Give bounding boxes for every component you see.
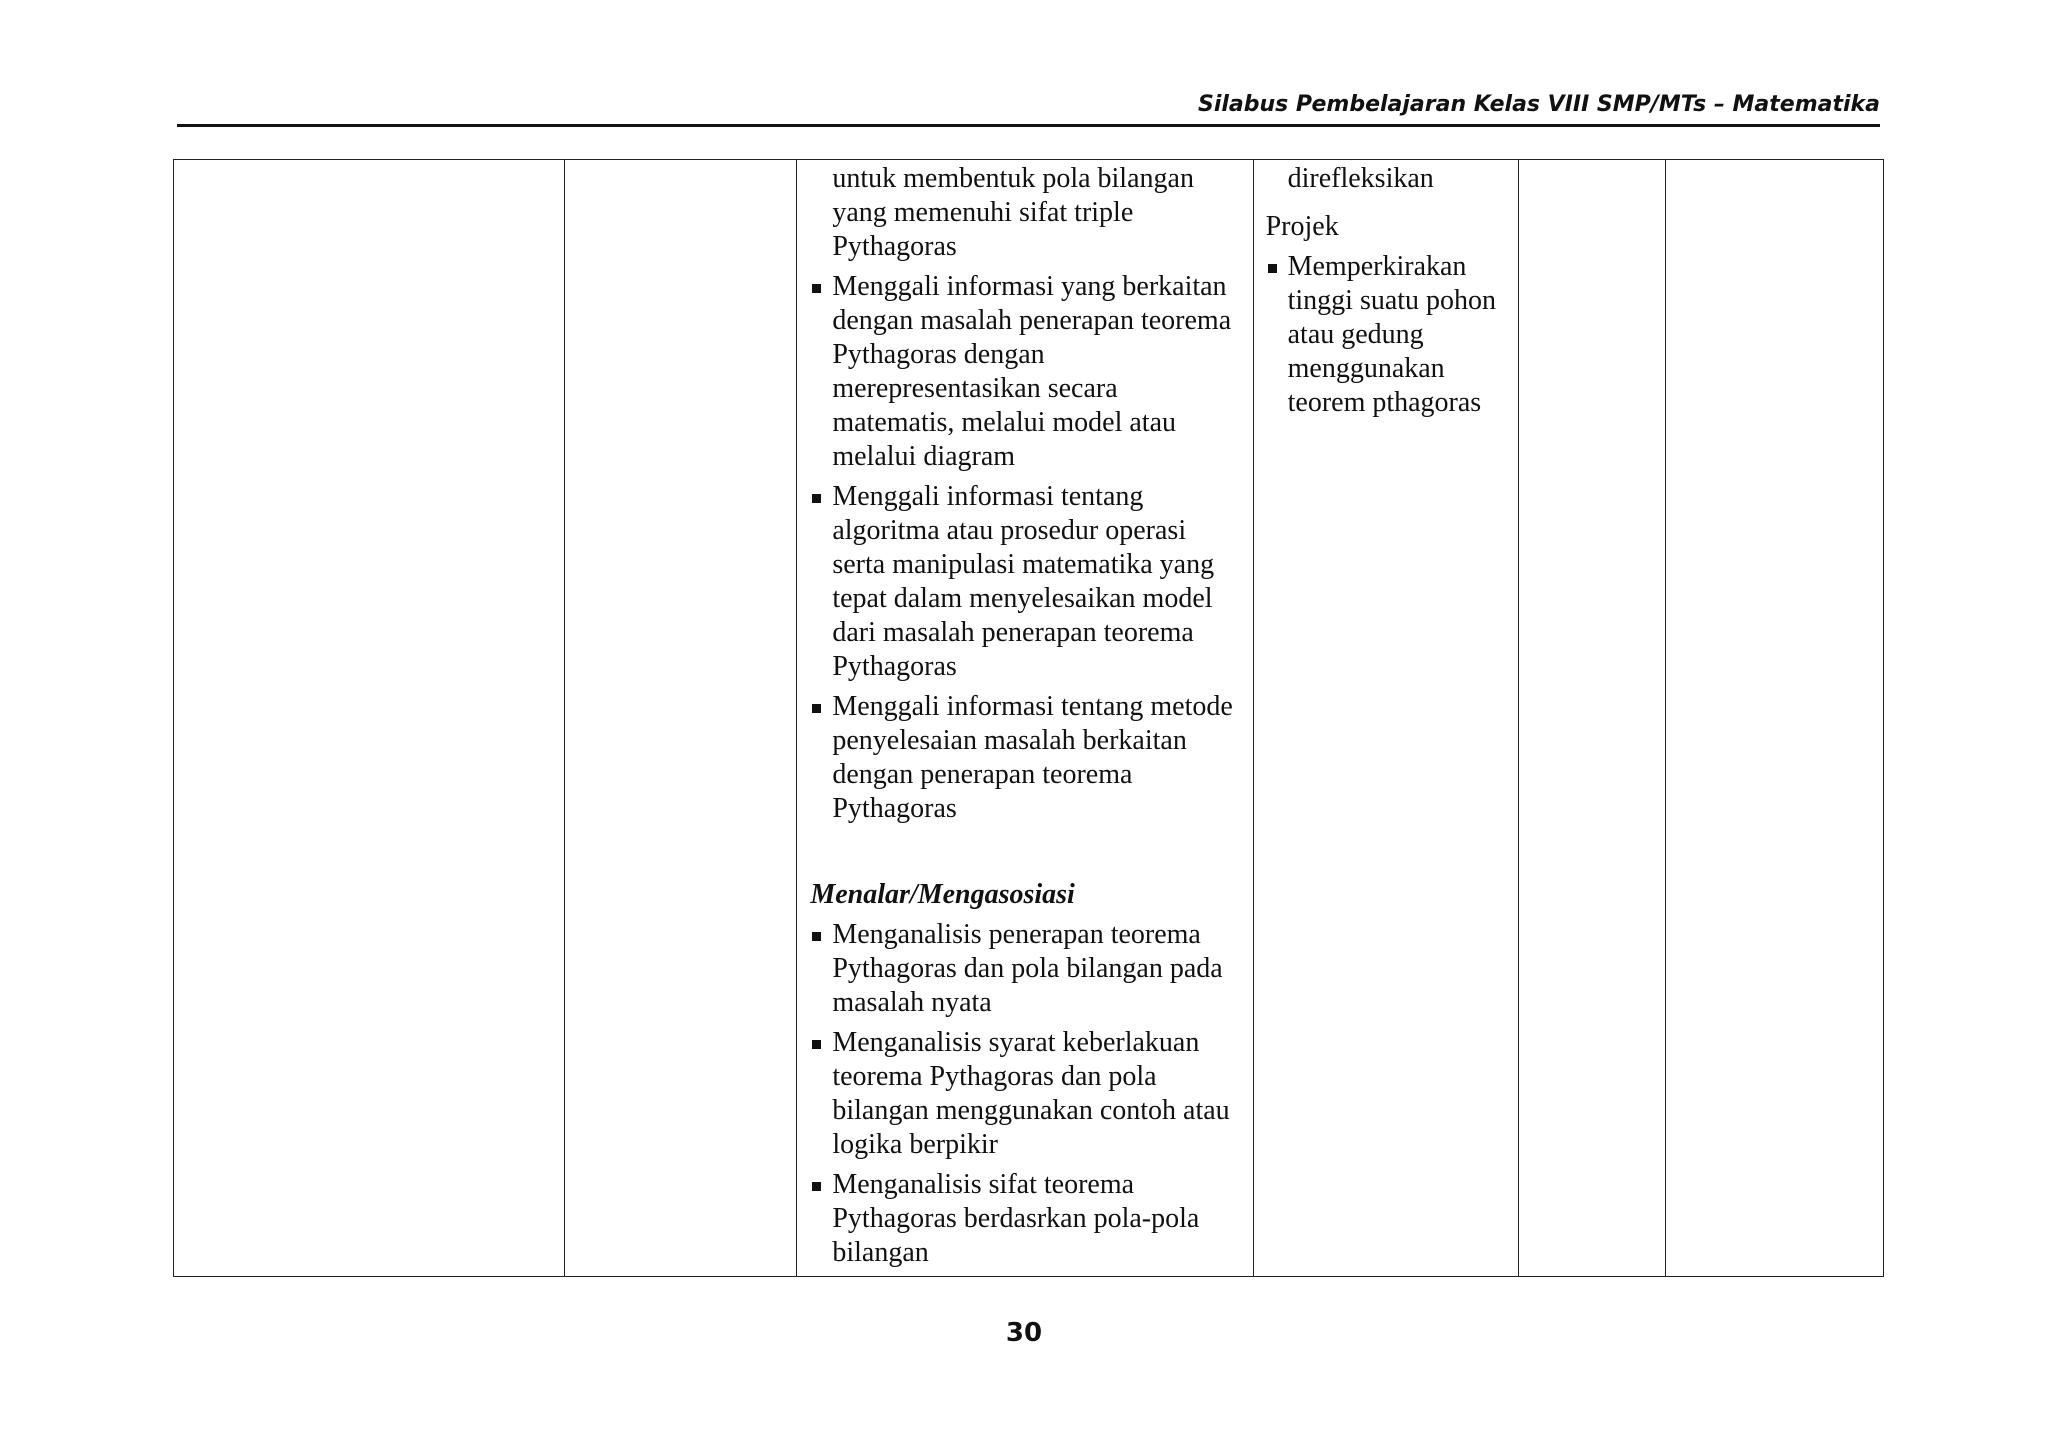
list-item: Menganalisis sifat teorema Pythagoras berdasrkan pola-pola bilangan [810,1168,1244,1270]
list-item: Memperkirakan tinggi suatu pohon atau gedung menggunakan teorem pthagoras [1266,250,1512,420]
syllabus-table [173,159,1884,1277]
cell-time-allocation [1518,160,1665,1277]
learning-continued-text: untuk membentuk pola bilangan yang memenuhi sifat triple Pythagoras [832,163,1194,262]
assessment-label: Projek [1265,211,1339,242]
assessment-bullet-list [1266,250,1512,420]
table-row [174,160,1884,1277]
page-header [177,90,1880,127]
learning-bullet-list [810,270,1244,826]
section-heading: Menalar/Mengasosiasi [810,879,1075,910]
cell-competency [174,160,565,1277]
list-item: Menggali informasi yang berkaitan dengan masalah penerapan teorema Pythagoras dengan merepresentasikan secara matematis, melalui model atau melalui diagram [810,270,1244,474]
page-number: 30 [1005,1318,1043,1348]
reasoning-bullet-list [810,918,1244,1270]
cell-learning-activities [797,160,1253,1277]
cell-assessment [1253,160,1518,1277]
cell-material [565,160,797,1277]
assessment-continued-text: direfleksikan [1287,163,1434,194]
cell-learning-sources [1665,160,1883,1277]
document-title: Silabus Pembelajaran Kelas VIII SMP/MTs – Matematika [1198,92,1880,117]
list-item: Menggali informasi tentang metode penyelesaian masalah berkaitan dengan penerapan teorema Pythagoras [810,690,1244,826]
list-item: Menganalisis penerapan teorema Pythagoras dan pola bilangan pada masalah nyata [810,918,1244,1020]
list-item: Menggali informasi tentang algoritma atau prosedur operasi serta manipulasi matematika yang tepat dalam menyelesaikan model dari masalah penerapan teorema Pythagoras [810,480,1244,684]
list-item: Menganalisis syarat keberlakuan teorema Pythagoras dan pola bilangan menggunakan contoh atau logika berpikir [810,1026,1244,1162]
